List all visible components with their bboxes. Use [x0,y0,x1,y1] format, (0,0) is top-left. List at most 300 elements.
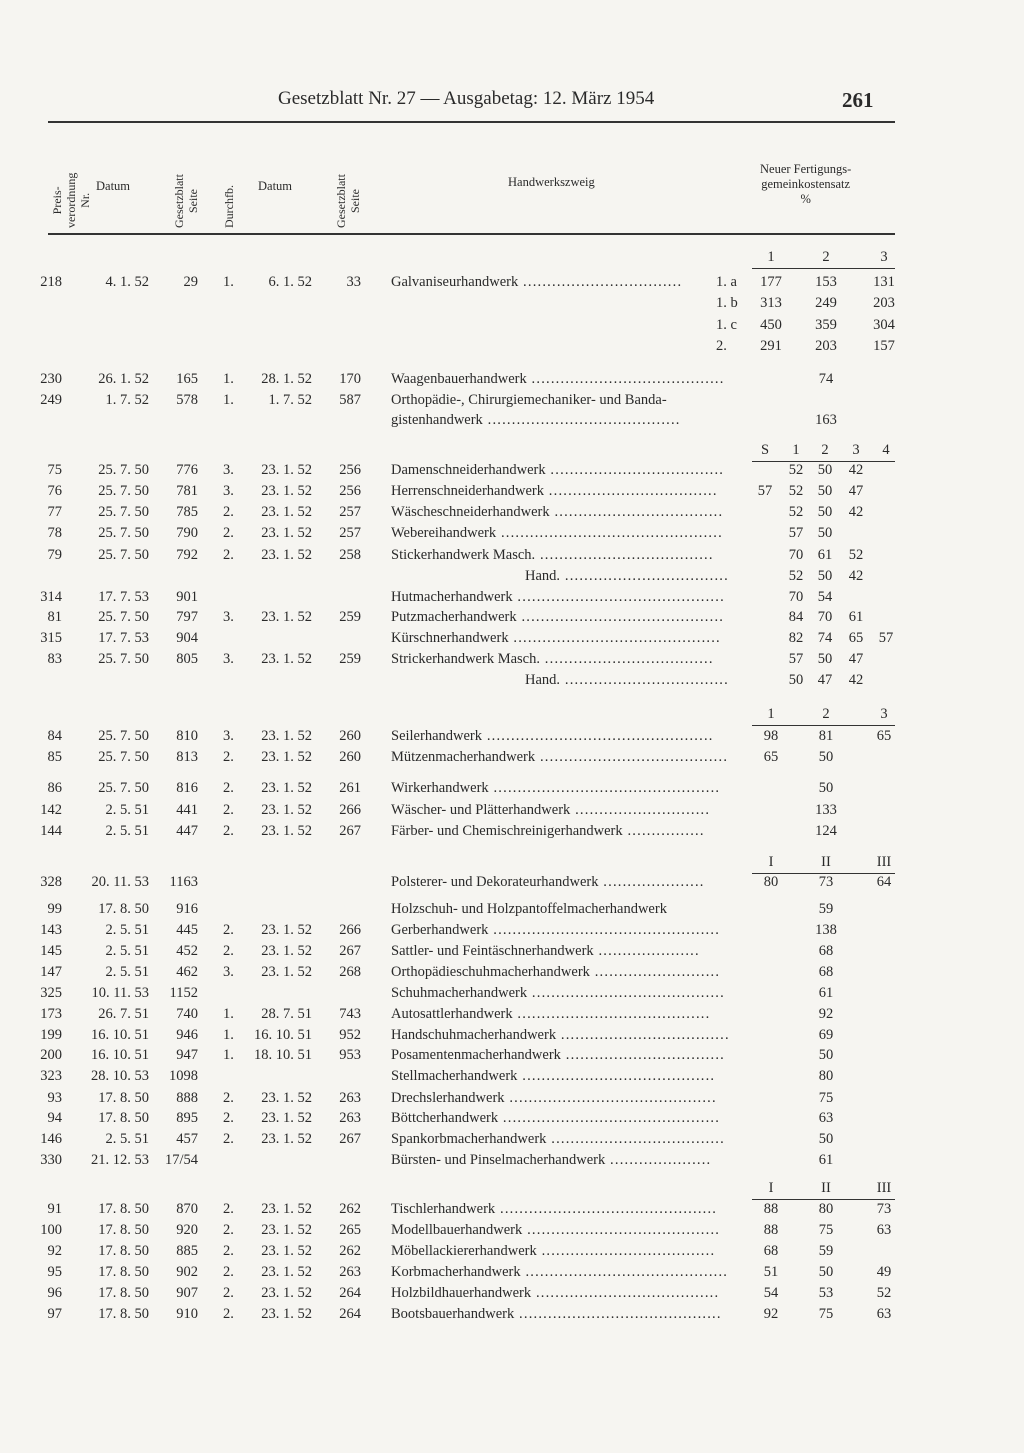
cell-kostensatz: 50 [818,749,834,765]
cell-verordnung-nr: 94 [47,1110,62,1126]
cell-gesetzblatt-seite: 813 [176,749,198,765]
cell-datum: 17. 8. 50 [98,1110,149,1126]
cell-datum: 25. 7. 50 [98,651,149,667]
cell-verordnung-nr: 173 [40,1006,62,1022]
handwerkszweig-text: Handschuhmacherhandwerk [391,1027,557,1043]
cell-kostensatz: 153 [815,274,837,290]
cell-verordnung-nr: 91 [47,1201,62,1217]
handwerkszweig-text: Putzmacherhandwerk [391,609,517,625]
cell-handwerkszweig [391,899,667,920]
cell-durchfb: 2. [223,1222,234,1238]
cell-kostensatz: 138 [815,922,837,938]
cell-durchfb: 2. [223,1110,234,1126]
cell-kostensatz: 73 [876,1201,892,1217]
cell-datum: 17. 8. 50 [98,1201,149,1217]
cell-verordnung-nr: 77 [47,504,62,520]
cell-datum: 25. 7. 50 [98,547,149,563]
cell-kostensatz: 63 [876,1306,892,1322]
cell-datum-durchfb: 23. 1. 52 [261,802,312,818]
cell-kostensatz: 92 [763,1306,779,1322]
cell-gesetzblatt-seite: 885 [176,1243,198,1259]
table-row [0,607,1024,628]
group-header-label: II [821,854,831,870]
cell-kostensatz: 52 [788,483,804,499]
cell-kostensatz: 53 [818,1285,834,1301]
cell-gesetzblatt-seite-durchfb: 257 [339,504,361,520]
handwerkszweig-text: Posamentenmacherhandwerk [391,1047,561,1063]
cell-verordnung-nr: 142 [40,802,62,818]
table-row [0,899,1024,920]
cell-kostensatz: 304 [873,317,895,333]
handwerkszweig-text: Damenschneiderhandwerk [391,462,546,478]
cell-handwerkszweig [391,1004,710,1025]
cell-kostensatz: 61 [818,985,834,1001]
table-row [0,587,1024,608]
handwerkszweig-text: Modellbauerhandwerk [391,1222,523,1238]
cell-handwerkszweig [391,545,714,566]
cell-gesetzblatt-seite: 17/54 [164,1152,198,1168]
group-header-label: 2 [822,706,830,722]
leader-dots: ............................................. [498,1110,721,1126]
cell-verordnung-nr: 93 [47,1090,62,1106]
cell-kostensatz: 50 [817,525,833,541]
cell-kostensatz: 64 [876,874,892,890]
cell-datum: 2. 5. 51 [105,823,149,839]
cell-durchfb: 2. [223,780,234,796]
cell-kostensatz: 50 [817,568,833,584]
cell-durchfb: 2. [223,1131,234,1147]
cell-handwerkszweig [391,1262,728,1283]
col-gesetzblatt-1: Gesetzblatt Seite [172,174,200,228]
cell-handwerkszweig [391,747,728,768]
leader-dots: .......................................... [514,1306,722,1322]
group-header-label: S [760,442,770,458]
cell-gesetzblatt-seite-durchfb: 256 [339,483,361,499]
table-row [0,1150,1024,1171]
table-row [0,1045,1024,1066]
cell-kostensatz: 75 [818,1222,834,1238]
cell-gesetzblatt-seite-durchfb: 263 [339,1264,361,1280]
cell-datum: 17. 8. 50 [98,901,149,917]
leader-dots: ........................................ [527,985,725,1001]
cell-durchfb: 2. [223,1201,234,1217]
cell-kostensatz: 80 [818,1068,834,1084]
cell-datum-durchfb: 23. 1. 52 [261,1222,312,1238]
cell-handwerkszweig [391,983,725,1004]
cell-kostensatz: 291 [760,338,782,354]
cell-gesetzblatt-seite: 441 [176,802,198,818]
cell-gesetzblatt-seite: 1163 [169,874,198,890]
table-row [0,628,1024,649]
cell-gesetzblatt-seite-durchfb: 264 [339,1306,361,1322]
leader-dots: ........................................ [482,412,681,428]
cell-kostensatz: 52 [788,504,804,520]
table-row [0,336,1024,357]
cell-datum: 25. 7. 50 [98,504,149,520]
cell-datum-durchfb: 23. 1. 52 [261,823,312,839]
leader-dots: ..................... [593,943,700,959]
cell-handwerkszweig [391,587,725,608]
cell-gesetzblatt-seite: 1098 [169,1068,198,1084]
handwerkszweig-text: Korbmacherhandwerk [391,1264,521,1280]
cell-verordnung-nr: 145 [40,943,62,959]
cell-kostensatz: 54 [763,1285,779,1301]
cell-kostensatz: 75 [818,1306,834,1322]
table-row [0,1129,1024,1150]
leader-dots: ........................................ [522,1222,721,1238]
cell-gesetzblatt-seite-durchfb: 587 [339,392,361,408]
cell-gesetzblatt-seite: 781 [176,483,198,499]
table-row [0,726,1024,747]
leader-dots: .......................... [589,964,721,980]
handwerkszweig-text: Wäscheschneiderhandwerk [391,504,550,520]
cell-datum: 25. 7. 50 [98,483,149,499]
cell-gesetzblatt-seite: 1152 [169,985,198,1001]
cell-verordnung-nr: 323 [40,1068,62,1084]
cell-handwerkszweig [391,607,724,628]
cell-gesetzblatt-seite-durchfb: 267 [339,823,361,839]
table-row [0,872,1024,893]
cell-kostensatz: 50 [818,1264,834,1280]
cell-datum-durchfb: 23. 1. 52 [261,943,312,959]
cell-handwerkszweig [391,1304,722,1325]
handwerkszweig-text: Herrenschneiderhandwerk [391,483,544,499]
cell-datum-durchfb: 23. 1. 52 [261,1306,312,1322]
group-header-label: III [876,854,892,870]
cell-gesetzblatt-seite: 870 [176,1201,198,1217]
group-header-label: 1 [792,442,800,458]
cell-handwerkszweig [391,941,700,962]
leader-dots: .................................... [546,1131,725,1147]
handwerkszweig-text: Autosattlerhandwerk [391,1006,513,1022]
cell-datum-durchfb: 23. 1. 52 [261,462,312,478]
cell-untergruppe: 1. a [716,274,737,290]
cell-gesetzblatt-seite: 920 [176,1222,198,1238]
cell-datum: 2. 5. 51 [105,964,149,980]
cell-datum: 25. 7. 50 [98,749,149,765]
cell-kostensatz: 69 [818,1027,834,1043]
cell-datum-durchfb: 23. 1. 52 [261,780,312,796]
cell-kostensatz: 70 [788,589,804,605]
col-satz: Neuer Fertigungs- gemeinkostensatz % [760,162,852,206]
cell-handwerkszweig [391,1066,715,1087]
cell-datum-durchfb: 23. 1. 52 [261,651,312,667]
table-row [0,1108,1024,1129]
cell-gesetzblatt-seite-durchfb: 267 [339,943,361,959]
cell-gesetzblatt-seite-durchfb: 953 [339,1047,361,1063]
cell-gesetzblatt-seite: 29 [183,274,198,290]
table-row [0,778,1024,799]
cell-handwerkszweig [391,628,721,649]
cell-durchfb: 2. [223,1306,234,1322]
cell-verordnung-nr: 85 [47,749,62,765]
leader-dots: ........................................... [512,589,725,605]
cell-gesetzblatt-seite-durchfb: 261 [339,780,361,796]
handwerkszweig-text: Hutmacherhandwerk [391,589,513,605]
cell-kostensatz: 65 [763,749,779,765]
cell-kostensatz: 98 [763,728,779,744]
col-datum-2: Datum [258,179,293,193]
cell-gesetzblatt-seite: 901 [176,589,198,605]
handwerkszweig-text: Wirkerhandwerk [391,780,489,796]
col-preisverordnung: Preis- verordnung Nr. [50,172,92,228]
cell-gesetzblatt-seite-durchfb: 259 [339,609,361,625]
col-datum-1: Datum [96,179,131,193]
cell-verordnung-nr: 325 [40,985,62,1001]
table-row [0,747,1024,768]
cell-gesetzblatt-seite: 462 [176,964,198,980]
cell-handwerkszweig [525,670,729,691]
cell-kostensatz: 57 [757,483,773,499]
cell-verordnung-nr: 100 [40,1222,62,1238]
page-number: 261 [842,88,874,112]
cell-durchfb: 2. [223,504,234,520]
leader-dots: ............................................... [482,728,714,744]
cell-gesetzblatt-seite-durchfb: 952 [339,1027,361,1043]
cell-durchfb: 2. [223,1285,234,1301]
cell-kostensatz: 124 [815,823,837,839]
handwerkszweig-text: Bootsbauerhandwerk [391,1306,515,1322]
cell-datum-durchfb: 23. 1. 52 [261,1201,312,1217]
table-row [0,1199,1024,1220]
handwerkszweig-text: Spankorbmacherhandwerk [391,1131,547,1147]
table-row [0,1004,1024,1025]
leader-dots: .................................... [545,462,725,478]
cell-handwerkszweig [391,920,720,941]
cell-kostensatz: 57 [788,525,804,541]
handwerkszweig-text: Orthopädieschuhmacherhandwerk [391,964,590,980]
cell-datum-durchfb: 18. 10. 51 [254,1047,312,1063]
handwerkszweig-text: Holzschuh- und Holzpantoffelmacherhandwerk [391,901,667,917]
cell-handwerkszweig [391,962,720,983]
cell-gesetzblatt-seite: 578 [176,392,198,408]
cell-kostensatz: 74 [817,630,833,646]
table-row [0,369,1024,390]
group-header [0,1177,1024,1199]
cell-gesetzblatt-seite-durchfb: 263 [339,1110,361,1126]
cell-kostensatz: 49 [876,1264,892,1280]
cell-gesetzblatt-seite-durchfb: 260 [339,749,361,765]
group-header-label: II [821,1180,831,1196]
leader-dots: ................ [622,823,705,839]
cell-kostensatz: 59 [818,1243,834,1259]
cell-durchfb: 1. [223,392,234,408]
cell-kostensatz: 203 [873,295,895,311]
cell-gesetzblatt-seite: 790 [176,525,198,541]
leader-dots: ...................................... [531,1285,720,1301]
table-row [0,460,1024,481]
cell-durchfb: 1. [223,1027,234,1043]
cell-gesetzblatt-seite-durchfb: 258 [339,547,361,563]
cell-gesetzblatt-seite-durchfb: 265 [339,1222,361,1238]
cell-handwerkszweig [391,1108,720,1129]
cell-verordnung-nr: 315 [40,630,62,646]
cell-handwerkszweig [391,1150,711,1171]
cell-gesetzblatt-seite-durchfb: 257 [339,525,361,541]
cell-handwerkszweig [391,778,720,799]
table-row [0,1283,1024,1304]
cell-kostensatz: 177 [760,274,782,290]
cell-datum-durchfb: 1. 7. 52 [268,392,312,408]
cell-kostensatz: 47 [848,483,864,499]
cell-kostensatz: 81 [818,728,834,744]
cell-handwerkszweig [391,523,723,544]
cell-datum-durchfb: 23. 1. 52 [261,1090,312,1106]
group-header [0,439,1024,461]
cell-kostensatz: 65 [848,630,864,646]
leader-dots: ........................................ [517,1068,716,1084]
cell-gesetzblatt-seite: 895 [176,1110,198,1126]
cell-verordnung-nr: 83 [47,651,62,667]
group-header-label: III [876,1180,892,1196]
cell-handwerkszweig [391,1220,720,1241]
cell-handwerkszweig [525,566,729,587]
cell-gesetzblatt-seite-durchfb: 170 [339,371,361,387]
table-row [0,1220,1024,1241]
leader-dots: ............................ [570,802,711,818]
cell-handwerkszweig [391,390,667,411]
group-header-label: I [768,854,774,870]
cell-kostensatz: 88 [763,1222,779,1238]
cell-datum: 17. 8. 50 [98,1243,149,1259]
cell-durchfb: 2. [223,922,234,938]
handwerkszweig-text: Stellmacherhandwerk [391,1068,518,1084]
group-header-label: 2 [822,249,830,265]
cell-verordnung-nr: 147 [40,964,62,980]
cell-gesetzblatt-seite: 805 [176,651,198,667]
cell-gesetzblatt-seite-durchfb: 267 [339,1131,361,1147]
cell-verordnung-nr: 92 [47,1243,62,1259]
cell-durchfb: 2. [223,823,234,839]
cell-datum-durchfb: 23. 1. 52 [261,1110,312,1126]
cell-kostensatz: 75 [818,1090,834,1106]
handwerkszweig-text: Bürsten- und Pinselmacherhandwerk [391,1152,606,1168]
cell-kostensatz: 157 [873,338,895,354]
cell-kostensatz: 50 [788,672,804,688]
cell-datum: 16. 10. 51 [91,1047,149,1063]
table-row [0,962,1024,983]
leader-dots: ........................................ [512,1006,711,1022]
leader-dots: .................................... [535,547,714,563]
cell-gesetzblatt-seite: 810 [176,728,198,744]
cell-gesetzblatt-seite-durchfb: 259 [339,651,361,667]
table-row [0,1088,1024,1109]
cell-kostensatz: 52 [788,462,804,478]
table-row [0,1066,1024,1087]
cell-verordnung-nr: 75 [47,462,62,478]
table-row [0,566,1024,587]
cell-verordnung-nr: 144 [40,823,62,839]
handwerkszweig-text-2: gistenhandwerk [391,412,483,428]
cell-gesetzblatt-seite-durchfb: 264 [339,1285,361,1301]
cell-datum: 25. 7. 50 [98,462,149,478]
cell-gesetzblatt-seite: 947 [176,1047,198,1063]
handwerkszweig-text: Mützenmacherhandwerk [391,749,536,765]
cell-kostensatz: 80 [818,1201,834,1217]
cell-gesetzblatt-seite: 907 [176,1285,198,1301]
cell-kostensatz: 50 [818,1047,834,1063]
group-header-label: 3 [852,442,860,458]
handwerkszweig-text: Tischlerhandwerk [391,1201,496,1217]
cell-kostensatz: 61 [848,609,864,625]
leader-dots: ..................... [598,874,705,890]
cell-gesetzblatt-seite-durchfb: 263 [339,1090,361,1106]
table-row [0,821,1024,842]
leader-dots: ........................................ [526,371,725,387]
cell-gesetzblatt-seite: 888 [176,1090,198,1106]
cell-datum-durchfb: 23. 1. 52 [261,964,312,980]
cell-datum: 20. 11. 53 [91,874,149,890]
cell-handwerkszweig [391,502,723,523]
cell-durchfb: 2. [223,525,234,541]
table-row [0,649,1024,670]
cell-datum: 2. 5. 51 [105,802,149,818]
cell-verordnung-nr: 84 [47,728,62,744]
cell-kostensatz: 61 [817,547,833,563]
cell-verordnung-nr: 314 [40,589,62,605]
cell-kostensatz: 54 [817,589,833,605]
group-header-label: 3 [880,249,888,265]
cell-gesetzblatt-seite: 910 [176,1306,198,1322]
handwerkszweig-text: Polsterer- und Dekorateurhandwerk [391,874,599,890]
cell-kostensatz: 80 [763,874,779,890]
cell-datum-durchfb: 23. 1. 52 [261,1243,312,1259]
cell-kostensatz: 313 [760,295,782,311]
leader-dots: .................................. [560,568,729,584]
cell-datum: 25. 7. 50 [98,780,149,796]
cell-kostensatz: 57 [878,630,894,646]
cell-handwerkszweig [391,649,714,670]
group-header-label: 4 [882,442,890,458]
cell-datum: 21. 12. 53 [91,1152,149,1168]
cell-gesetzblatt-seite: 904 [176,630,198,646]
leader-dots: ........................................... [508,630,721,646]
cell-datum: 2. 5. 51 [105,922,149,938]
cell-handwerkszweig [391,1045,725,1066]
cell-gesetzblatt-seite: 165 [176,371,198,387]
cell-handwerkszweig [391,1088,717,1109]
cell-handwerkszweig [391,726,714,747]
col-durchfb: Durchfb. [222,185,236,228]
table-row [0,481,1024,502]
cell-handwerkszweig [391,872,705,893]
handwerkszweig-text: Hand. [525,672,561,688]
handwerkszweig-text: Möbellackiererhandwerk [391,1243,537,1259]
table-row [0,523,1024,544]
cell-kostensatz: 82 [788,630,804,646]
cell-datum: 17. 8. 50 [98,1090,149,1106]
cell-verordnung-nr: 249 [40,392,62,408]
handwerkszweig-text: Waagenbauerhandwerk [391,371,527,387]
cell-datum-durchfb: 16. 10. 51 [254,1027,312,1043]
cell-kostensatz: 52 [788,568,804,584]
group-header-label: 1 [767,706,775,722]
cell-untergruppe: 1. b [716,295,738,311]
cell-kostensatz: 52 [848,547,864,563]
cell-durchfb: 1. [223,1006,234,1022]
cell-gesetzblatt-seite-durchfb: 743 [339,1006,361,1022]
cell-kostensatz: 73 [818,874,834,890]
cell-kostensatz: 70 [788,547,804,563]
cell-datum: 17. 7. 53 [98,589,149,605]
handwerkszweig-text: Färber- und Chemischreinigerhandwerk [391,823,623,839]
handwerkszweig-text: Webereihandwerk [391,525,497,541]
cell-durchfb: 3. [223,651,234,667]
handwerkszweig-text: Wäscher- und Plätterhandwerk [391,802,571,818]
cell-gesetzblatt-seite: 916 [176,901,198,917]
cell-kostensatz: 57 [788,651,804,667]
cell-kostensatz: 50 [817,462,833,478]
